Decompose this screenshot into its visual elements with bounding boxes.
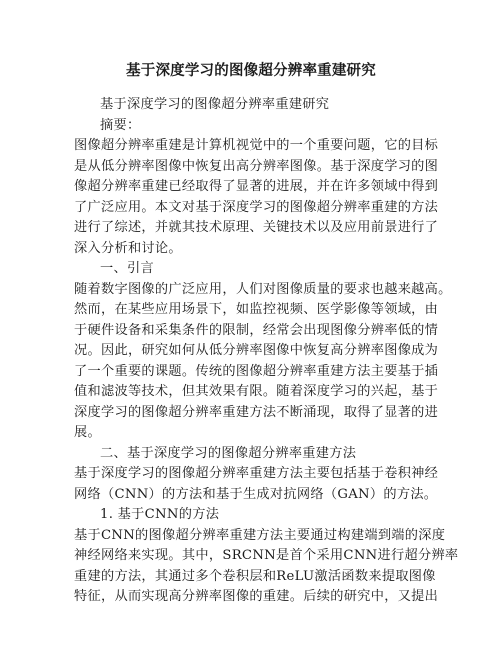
document-body xyxy=(74,95,459,608)
text-line: 像超分辨率重建已经取得了显著的进展，并在许多领域中得到 xyxy=(74,179,439,194)
text-line: 1. 基于CNN的方法 xyxy=(100,507,220,522)
text-line: 了一个重要的课题。传统的图像超分辨率重建方法主要基于插 xyxy=(74,363,439,379)
text-line: 基于深度学习的图像超分辨率重建方法主要包括基于卷积神经 xyxy=(74,466,439,481)
text-line: 然而，在某些应用场景下，如监控视频、医学影像等领域，由 xyxy=(74,302,439,317)
text-line: 基于CNN的图像超分辨率重建方法主要通过构建端到端的深度 xyxy=(74,527,446,543)
text-line: 特征，从而实现高分辨率图像的重建。后续的研究中，又提出 xyxy=(74,589,439,604)
text-line: 进行了综述，并就其技术原理、关键技术以及应用前景进行了 xyxy=(74,220,439,235)
document-title: 基于深度学习的图像超分辨率重建研究 xyxy=(126,63,376,79)
text-line: 图像超分辨率重建是计算机视觉中的一个重要问题，它的目标 xyxy=(74,138,439,153)
text-line: 了广泛应用。本文对基于深度学习的图像超分辨率重建的方法 xyxy=(74,199,439,215)
text-line: 值和滤波等技术，但其效果有限。随着深度学习的兴起，基于 xyxy=(74,384,439,399)
text-line: 一、引言 xyxy=(100,261,154,276)
text-line: 于硬件设备和采集条件的限制，经常会出现图像分辨率低的情 xyxy=(74,322,439,338)
text-line: 摘要： xyxy=(100,117,141,133)
text-line: 深度学习的图像超分辨率重建方法不断涌现，取得了显著的进 xyxy=(74,404,439,420)
text-line: 网络（CNN）的方法和基于生成对抗网络（GAN）的方法。 xyxy=(74,486,438,502)
text-line: 神经网络来实现。其中，SRCNN是首个采用CNN进行超分辨率 xyxy=(74,548,459,563)
text-line: 重建的方法，其通过多个卷积层和ReLU激活函数来提取图像 xyxy=(74,568,436,584)
text-line: 况。因此，研究如何从低分辨率图像中恢复高分辨率图像成为 xyxy=(74,343,439,358)
text-line: 基于深度学习的图像超分辨率重建研究 xyxy=(100,97,330,112)
text-line: 是从低分辨率图像中恢复出高分辨率图像。基于深度学习的图 xyxy=(74,158,439,174)
text-line: 深入分析和讨论。 xyxy=(74,240,182,256)
text-line: 二、基于深度学习的图像超分辨率重建方法 xyxy=(100,445,357,461)
text-line: 随着数字图像的广泛应用，人们对图像质量的要求也越来越高。 xyxy=(74,281,452,297)
text-line: 展。 xyxy=(74,425,101,440)
